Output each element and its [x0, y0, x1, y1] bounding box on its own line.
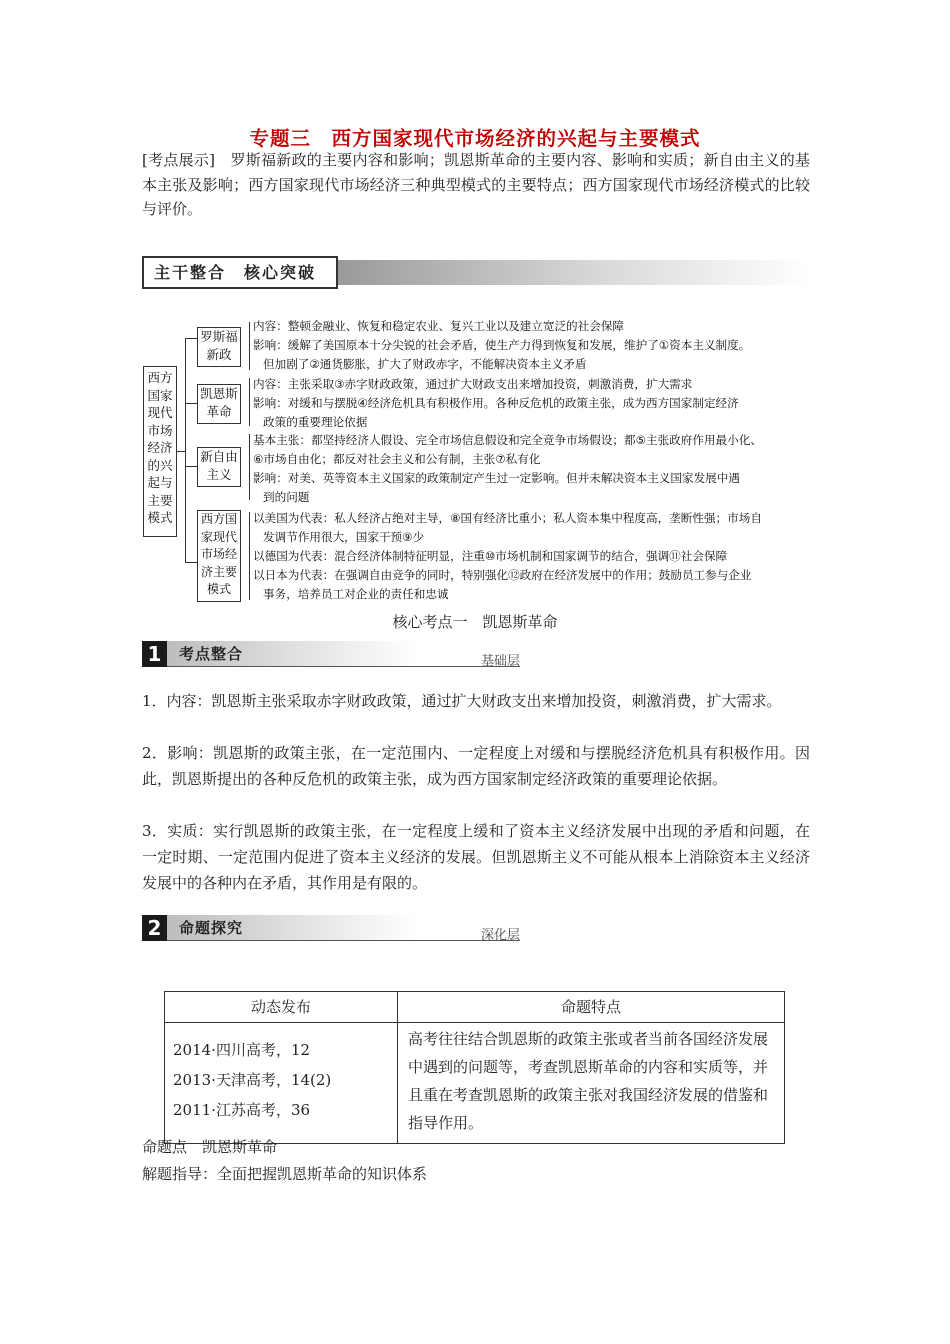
map-text: 影响：缓解了美国原本十分尖锐的社会矛盾，使生产力得到恢复和发展，维护了①资本主义制度。: [253, 338, 751, 352]
map-text: 事务，培养员工对企业的责任和忠诚: [263, 587, 449, 601]
map-branch-models: 西方国家现代市场经济主要模式: [197, 510, 241, 602]
map-text: 发调节作用很大，国家干预⑨少: [263, 530, 425, 544]
release-item: 2014·四川高考，12: [173, 1041, 311, 1059]
page-title: 专题三 西方国家现代市场经济的兴起与主要模式: [249, 127, 701, 150]
map-text: 影响：对缓和与摆脱④经济危机具有积极作用。各种反危机的政策主张，成为西方国家制定经济: [253, 396, 739, 410]
release-item: 2011·江苏高考，36: [173, 1101, 311, 1119]
section-rule: [167, 940, 520, 941]
point-2: 2．影响：凯恩斯的政策主张，在一定范围内、一定程度上对缓和与摆脱经济危机具有积极作用。因此，凯恩斯提出的各种反危机的政策主张，成为西方国家制定经济政策的重要理论依据。: [142, 744, 810, 788]
section-layer: 基础层: [480, 654, 520, 669]
release-item: 2013·天津高考，14(2): [173, 1071, 332, 1089]
solving-guide: 解题指导：全面把握凯恩斯革命的知识体系: [142, 1165, 428, 1183]
map-branch-roosevelt: 罗斯福新政: [197, 327, 241, 367]
map-text: 但加剧了②通货膨胀，扩大了财政赤字，不能解决资本主义矛盾: [263, 357, 587, 371]
table-header: 命题特点: [398, 992, 785, 1023]
map-text: 以德国为代表：混合经济体制特征明显，注重⑩市场机制和国家调节的结合，强调⑪社会保障: [253, 549, 728, 563]
release-cell: [165, 1023, 398, 1144]
concept-map: [0, 0, 950, 610]
intro-label: [考点展示]: [142, 151, 215, 169]
map-text: 内容：主张采取③赤字财政政策，通过扩大财政支出来增加投资，刺激消费，扩大需求: [253, 377, 693, 391]
intro-text: 罗斯福新政的主要内容和影响；凯恩斯革命的主要内容、影响和实质；新自由主义的基本主张及影响；西方国家现代市场经济三种典型模式的主要特点；西方国家现代市场经济模式的比较与评价。: [142, 151, 810, 218]
map-root-label: 西方国家现代市场经济的兴起与主要模式: [147, 370, 173, 525]
section-number: 1: [142, 641, 167, 667]
section-layer: 深化层: [480, 928, 520, 943]
map-text: 内容：整顿金融业、恢复和稳定农业、复兴工业以及建立宽泛的社会保障: [253, 319, 625, 333]
exam-table: [164, 991, 785, 1144]
feature-cell: 高考往往结合凯恩斯的政策主张或者当前各国经济发展中遇到的问题等，考查凯恩斯革命的内容和实质等，并且重在考查凯恩斯的政策主张对我国经济发展的借鉴和指导作用。: [398, 1023, 785, 1144]
section-label: 考点整合: [167, 641, 417, 667]
section-number: 2: [142, 915, 167, 941]
map-branch-neoliberal: 新自由主义: [197, 447, 241, 487]
point-1: 1．内容：凯恩斯主张采取赤字财政政策，通过扩大财政支出来增加投资，刺激消费，扩大需求。: [142, 692, 782, 710]
map-text: 到的问题: [263, 490, 310, 504]
point-3: 3．实质：实行凯恩斯的政策主张，在一定程度上缓和了资本主义经济发展中出现的矛盾和问题，在一定时期、一定范围内促进了资本主义经济的发展。但凯恩斯主义不可能从根本上消除资本主义经济发展中的各种内在矛盾，其作用是有限的。: [142, 822, 810, 892]
section-rule: [167, 666, 520, 667]
proposition-point: 命题点 凯恩斯革命: [142, 1138, 278, 1156]
map-text: 以美国为代表：私人经济占绝对主导，⑧国有经济比重小；私人资本集中程度高，垄断性强；市场自: [253, 511, 762, 525]
map-text: 以日本为代表：在强调自由竞争的同时，特别强化⑫政府在经济发展中的作用；鼓励员工参与企业: [253, 568, 752, 582]
map-text: 影响：对美、英等资本主义国家的政策制定产生过一定影响。但并未解决资本主义国家发展中遇: [253, 471, 740, 485]
table-header: 动态发布: [165, 992, 398, 1023]
map-text: 政策的重要理论依据: [263, 415, 368, 429]
section-header-1: [142, 641, 520, 667]
map-text: 基本主张：都坚持经济人假设、完全市场信息假设和完全竞争市场假设；都⑤主张政府作用最小化、: [253, 433, 762, 447]
map-root: [143, 366, 177, 537]
map-branch-keynes: 凯恩斯革命: [197, 384, 241, 424]
map-text: ⑥市场自由化；都反对社会主义和公有制，主张⑦私有化: [253, 452, 541, 466]
section-header-2: [142, 915, 520, 941]
section-label: 命题探究: [167, 915, 417, 941]
banner-label: 主干整合 核心突破: [142, 256, 338, 289]
core-point-heading: 核心考点一 凯恩斯革命: [392, 613, 558, 631]
